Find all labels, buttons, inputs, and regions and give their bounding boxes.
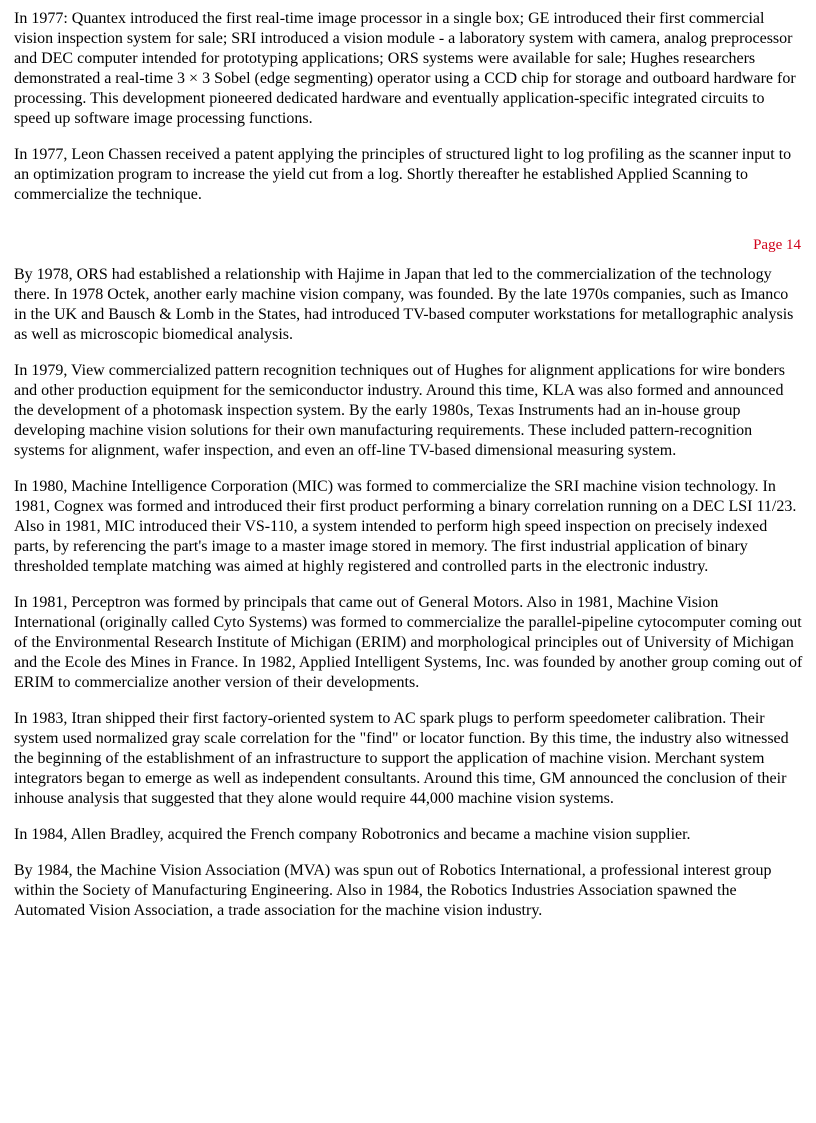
paragraph-1981-perceptron: In 1981, Perceptron was formed by principals that came out of General Motors. Also in 1981, Machine Vision International (originally called Cyto Systems) was formed to commercialize the parallel-pipeline cytocomputer coming out of the Environmental Research Institute of Michigan (ERIM) and morphological principles out of University of Michigan and the Ecole des Mines in France. In 1982, Applied Intelligent Systems, Inc. was founded by another group coming out of ERIM to commercialize another version of their developments. — [14, 594, 803, 691]
text-section-after — [14, 265, 804, 921]
paragraph-1978-ors: By 1978, ORS had established a relationship with Hajime in Japan that led to the commercialization of the technology there. In 1978 Octek, another early machine vision company, was founded. By the late 1970s companies, such as Imanco in the UK and Bausch & Lomb in the States, had introduced TV-based computer workstations for metallographic analysis as well as microscopic biomedical analysis. — [14, 266, 794, 343]
text-section-before — [14, 0, 804, 205]
page-number-row — [14, 235, 804, 255]
paragraph-1980-mic: In 1980, Machine Intelligence Corporation (MIC) was formed to commercialize the SRI machine vision technology. In 1981, Cognex was formed and introduced their first product performing a binary correlation running on a DEC LSI 11/23. Also in 1981, MIC introduced their VS-110, a system intended to perform high speed inspection on precisely indexed parts, by referencing the part's image to a master image stored in memory. The first industrial application of binary thresholded template matching was aimed at highly registered and controlled parts in the electronic industry. — [14, 478, 797, 575]
page-number-label: Page 14 — [753, 237, 801, 253]
paragraph-1977-chassen: In 1977, Leon Chassen received a patent applying the principles of structured light to log profiling as the scanner input to an optimization program to increase the yield cut from a log. Shortly thereafter he established Applied Scanning to commercialize the technique. — [14, 146, 792, 203]
paragraph-1984-mva: By 1984, the Machine Vision Association (MVA) was spun out of Robotics International, a professional interest group within the Society of Manufacturing Engineering. Also in 1984, the Robotics Industries Association spawned the Automated Vision Association, a trade association for the machine vision industry. — [14, 862, 772, 919]
paragraph-1983-itran: In 1983, Itran shipped their first factory-oriented system to AC spark plugs to perform speedometer calibration. Their system used normalized gray scale correlation for the "find" or locator function. By this time, the industry also witnessed the beginning of the establishment of an infrastructure to support the application of machine vision. Merchant system integrators began to emerge as well as independent consultants. Around this time, GM announced the conclusion of their inhouse analysis that suggested that they alone would require 44,000 machine vision systems. — [14, 710, 789, 807]
paragraph-1984-allen-bradley: In 1984, Allen Bradley, acquired the French company Robotronics and became a machine vision supplier. — [14, 826, 691, 843]
document-page — [14, 0, 804, 921]
paragraph-1977-quantex: In 1977: Quantex introduced the first real-time image processor in a single box; GE introduced their first commercial vision inspection system for sale; SRI introduced a vision module - a laboratory system with camera, analog preprocessor and DEC computer intended for prototyping applications; ORS systems were available for sale; Hughes researchers demonstrated a real-time 3 × 3 Sobel (edge segmenting) operator using a CCD chip for storage and outboard hardware for processing. This development pioneered dedicated hardware and eventually application-specific integrated circuits to speed up software image processing functions. — [14, 10, 796, 127]
paragraph-1979-view: In 1979, View commercialized pattern recognition techniques out of Hughes for alignment applications for wire bonders and other production equipment for the semiconductor industry. Around this time, KLA was also formed and announced the development of a photomask inspection system. By the early 1980s, Texas Instruments had an in-house group developing machine vision solutions for their own manufacturing requirements. These included pattern-recognition systems for alignment, wafer inspection, and even an off-line TV-based dimensional measuring system. — [14, 362, 785, 459]
